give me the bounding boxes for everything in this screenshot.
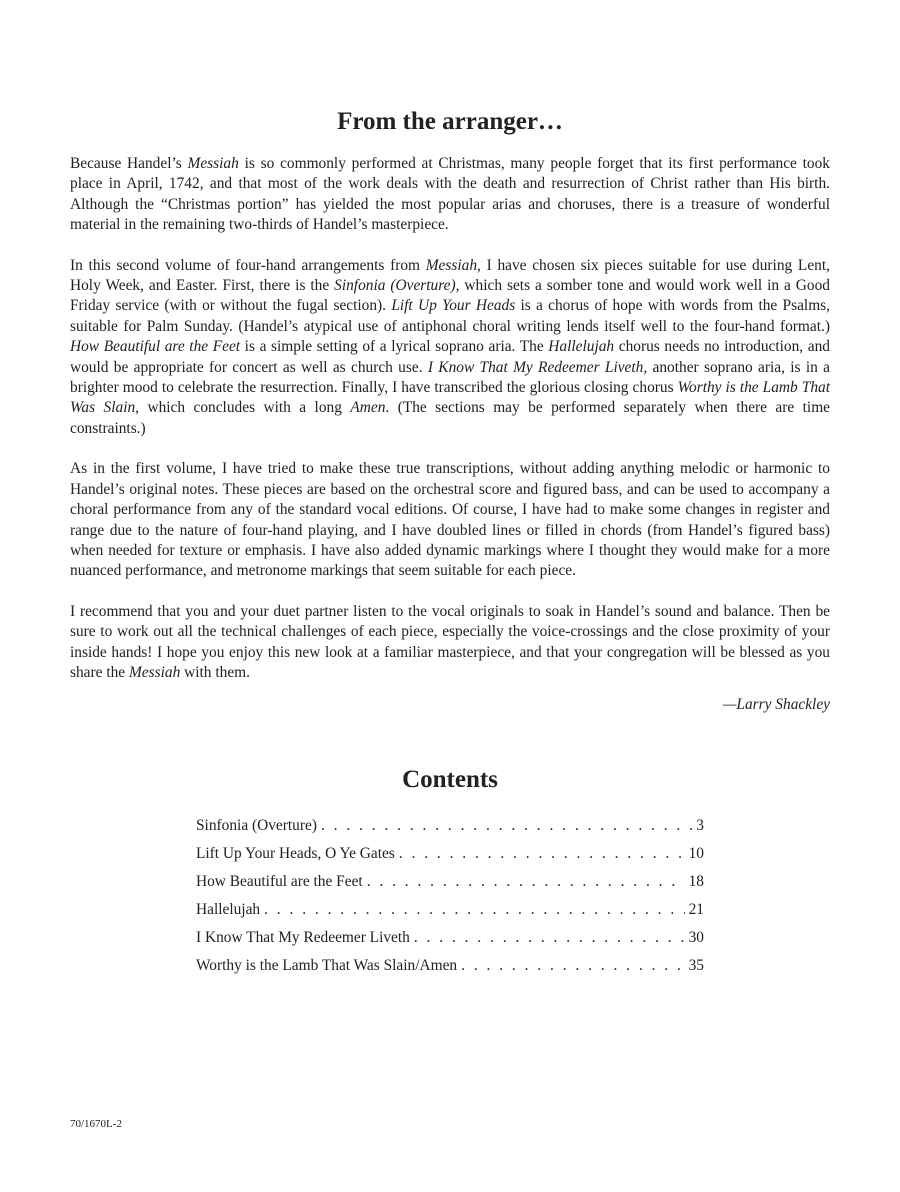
italic-title-text: Hallelujah [548, 338, 615, 356]
italic-title-text: Messiah [425, 256, 478, 274]
contents-entry [196, 956, 704, 984]
contents-entry-page: 35 [688, 957, 704, 974]
arranger-note [70, 154, 830, 716]
italic-title-text: Sinfonia (Overture), [334, 277, 460, 295]
paragraph-text: chorus needs no introduction, and would be appropriate for concert as well as church use. [70, 338, 830, 376]
paragraph-text: I recommend that you and your duet partner listen to the vocal originals to soak in Handel’s sound and balance. Then be sure to work out all the technical challenges of each piece, especially the voice-crossings and the close proximity of your inside hands! I hope you enjoy this new look at a familiar masterpiece, and that your congregation will be blessed as you share the [70, 602, 830, 681]
paragraph [70, 602, 830, 684]
dot-leader [461, 956, 684, 976]
dot-leader [414, 928, 685, 948]
paragraph-text: is a simple setting of a lyrical soprano aria. The [240, 338, 549, 356]
paragraph-text: In this second volume of four-hand arrangements from [70, 256, 426, 274]
contents-entry-page: 3 [696, 817, 704, 834]
contents-entry-title: How Beautiful are the Feet [196, 873, 363, 890]
dot-leader [399, 844, 685, 864]
paragraph-text: As in the first volume, I have tried to make these true transcriptions, without adding anything melodic or harmonic to Handel’s original notes. These pieces are based on the orchestral score and figured bass, and can be used to accompany a choral performance from any of the standard vocal editions. Of course, I have had to make some changes in register and range due to the nature of four-hand playing, and I have doubled lines or filled in chords (from Handel’s figured bass) when needed for texture or emphasis. I have also added dynamic markings where I thought they would make for a more nuanced performance, and metronome markings that seem suitable for each piece. [70, 460, 830, 580]
contents-entry-title: I Know That My Redeemer Liveth [196, 929, 410, 946]
contents-entry-page: 21 [688, 901, 704, 918]
contents-heading: Contents [402, 766, 498, 793]
paragraph-text: is so commonly performed at Christmas, many people forget that its first performance took place in April, 1742, and that most of the work deals with the death and resurrection of Christ rather than His birth. Although the “Christmas portion” has yielded the most popular arias and choruses, there is a treasure of wonderful material in the remaining two-thirds of Handel’s masterpiece. [70, 155, 830, 234]
contents-entry-title: Hallelujah [196, 901, 261, 918]
paragraph [70, 459, 830, 581]
italic-title-text: I Know That My Redeemer Liveth, [427, 358, 648, 376]
paragraph-text: another soprano aria, is in a brighter mood to celebrate the resurrection. Finally, I have transcribed the glorious closing chorus [70, 358, 830, 397]
contents-entry-page: 18 [688, 873, 704, 890]
paragraph-text: which sets a somber tone and would work well in a Good Friday service (with or without the fugal section). [70, 277, 830, 315]
paragraph-text: is a chorus of hope with words from the Psalms, suitable for Palm Sunday. (Handel’s atypical use of antiphonal choral writing lends itself well to the four-hand format.) [70, 297, 831, 335]
dot-leader [367, 872, 685, 892]
contents-entry [196, 844, 704, 872]
italic-title-text: Amen [350, 399, 386, 417]
dot-leader [264, 900, 685, 920]
contents-entry-page: 10 [688, 845, 704, 862]
italic-title-text: Lift Up Your Heads [391, 297, 516, 315]
paragraph [70, 154, 830, 236]
arranger-heading: From the arranger… [337, 108, 563, 135]
signature: —Larry Shackley [722, 696, 830, 714]
italic-title-text: Worthy is the Lamb That Was Slain [70, 379, 830, 417]
table-of-contents [196, 816, 704, 984]
contents-entry-title: Lift Up Your Heads, O Ye Gates [196, 845, 395, 862]
contents-entry [196, 928, 704, 956]
contents-entry [196, 900, 704, 928]
dot-leader [321, 816, 692, 836]
contents-entry-title: Worthy is the Lamb That Was Slain/Amen [196, 957, 458, 974]
contents-entry-title: Sinfonia (Overture) [196, 817, 317, 834]
paragraph-text: , I have chosen six pieces suitable for use during Lent, Holy Week, and Easter. First, there is the [70, 256, 830, 295]
italic-title-text: Messiah [128, 663, 181, 681]
paragraph-text: Because Handel’s [70, 155, 188, 172]
contents-entry-page: 30 [688, 929, 704, 946]
paragraph [70, 256, 830, 440]
paragraph-text: with them. [180, 663, 250, 681]
contents-entry [196, 816, 704, 844]
italic-title-text: How Beautiful are the Feet [70, 338, 241, 356]
paragraph-text: . (The sections may be performed separately when there are time constraints.) [70, 399, 830, 437]
catalog-code: 70/1670L-2 [70, 1118, 122, 1130]
contents-entry [196, 872, 704, 900]
paragraph-text: , which concludes with a long [135, 399, 351, 417]
italic-title-text: Messiah [187, 155, 239, 172]
